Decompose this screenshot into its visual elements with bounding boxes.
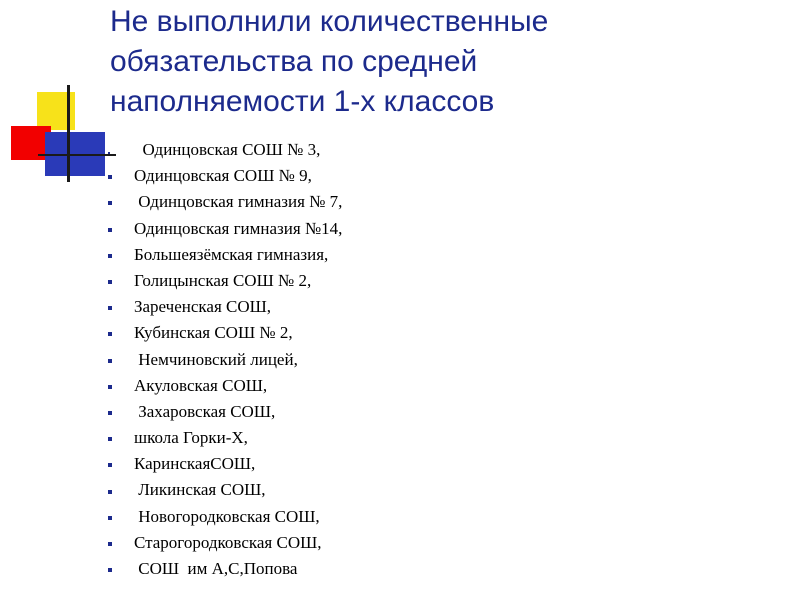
list-item (108, 477, 342, 503)
bullet-icon (108, 437, 112, 441)
list-item (108, 451, 342, 477)
list-item-text: Старогородковская СОШ, (134, 532, 322, 552)
list-item (108, 399, 342, 425)
list-item-text: школа Горки-Х, (134, 428, 248, 448)
list-item (108, 504, 342, 530)
bullet-icon (108, 201, 112, 205)
title-line: обязательства по средней (110, 45, 478, 78)
list-item-text: Зареченская СОШ, (134, 297, 272, 317)
bullet-icon (108, 542, 112, 546)
decorative-squares-logo (0, 0, 120, 190)
bullet-icon (108, 359, 112, 363)
list-item-text: Одинцовская СОШ № 9, (134, 166, 312, 186)
bullet-icon (108, 490, 112, 494)
horizontal-line (38, 154, 116, 156)
list-item (108, 425, 342, 451)
list-item (108, 294, 342, 320)
list-item-text: СОШ им А,С,Попова (134, 559, 298, 578)
list-item (108, 242, 342, 268)
list-item-text: Голицынская СОШ № 2, (134, 270, 312, 290)
list-item (108, 163, 342, 189)
list-item (108, 347, 342, 373)
bullet-icon (108, 254, 112, 258)
title-line: Не выполнили количественные (110, 5, 549, 38)
list-item (108, 189, 342, 215)
list-item (108, 373, 342, 399)
list-item-text: Захаровская СОШ, (134, 401, 276, 421)
bullet-icon (108, 152, 110, 154)
list-item-text: Новогородковская СОШ, (134, 506, 320, 526)
list-item (108, 268, 342, 294)
bullet-icon (108, 280, 112, 284)
list-item-text: Большеязёмская гимназия, (134, 244, 329, 264)
list-item (108, 216, 342, 242)
list-item (108, 556, 342, 582)
list-item-text: КаринскаяСОШ, (134, 454, 256, 474)
list-item (108, 320, 342, 346)
list-item-text: Акуловская СОШ, (134, 375, 268, 395)
list-item-text: Одинцовская СОШ № 3, (134, 140, 321, 159)
list-item (108, 530, 342, 556)
list-item (108, 137, 342, 163)
bullet-icon (108, 228, 112, 232)
bullet-icon (108, 568, 112, 572)
list-item-text: Немчиновский лицей, (134, 349, 298, 369)
list-item-text: Ликинская СОШ, (134, 480, 266, 500)
bullet-icon (108, 385, 112, 389)
bullet-icon (108, 463, 112, 467)
bullet-icon (108, 332, 112, 336)
title-line: наполняемости 1-х классов (110, 85, 495, 118)
vertical-line (67, 85, 70, 182)
bullet-icon (108, 516, 112, 520)
bullet-icon (108, 175, 112, 179)
list-item-text: Одинцовская гимназия № 7, (134, 192, 343, 212)
list-item-text: Кубинская СОШ № 2, (134, 323, 293, 343)
list-item-text: Одинцовская гимназия №14, (134, 218, 343, 238)
bullet-icon (108, 306, 112, 310)
school-list (108, 137, 342, 582)
bullet-icon (108, 411, 112, 415)
slide-title (110, 2, 710, 122)
